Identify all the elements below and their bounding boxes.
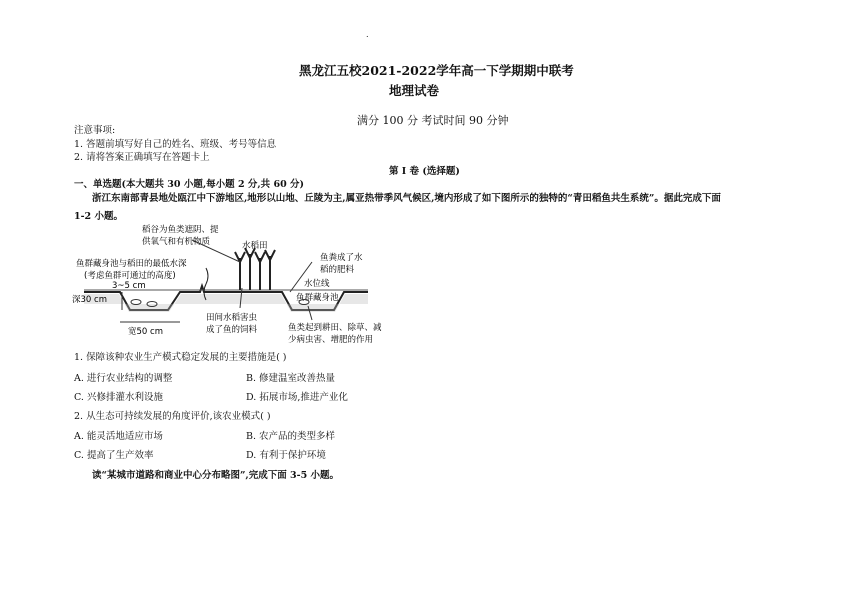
label-fish-role-1: 鱼类起到耕田、除草、减 (288, 323, 382, 333)
q1-option-c: C. 兴修排灌水利设施 (74, 392, 163, 403)
label-rice-shade-2: 供氧气和有机物质 (142, 237, 211, 247)
header-dot: . (366, 30, 369, 39)
q2-option-c: C. 提高了生产效率 (74, 450, 154, 461)
question-1-stem: 1. 保障该种农业生产模式稳定发展的主要措施是( ) (74, 352, 287, 363)
q1-option-d: D. 拓展市场,推进产业化 (246, 392, 348, 403)
rice-plants-icon (235, 248, 275, 290)
q2-option-d: D. 有利于保护环境 (246, 450, 326, 461)
section-title: 第 I 卷 (选择题) (389, 166, 460, 177)
question-2-stem: 2. 从生态可持续发展的角度评价,该农业模式( ) (74, 411, 271, 422)
exam-subtitle: 地理试卷 (389, 83, 440, 98)
q2-option-b: B. 农产品的类型多样 (246, 431, 336, 442)
notes-item-1: 1. 答题前填写好自己的姓名、班级、考号等信息 (74, 139, 277, 150)
label-depth: 深30 cm (72, 295, 107, 305)
label-rice-shade-1: 稻谷为鱼类遮阴、提 (142, 225, 219, 235)
next-intro: 读“某城市道路和商业中心分布略图”,完成下面 3-5 小题。 (92, 470, 340, 481)
q2-option-a: A. 能灵活地适应市场 (74, 431, 163, 442)
q1-option-b: B. 修建温室改善热量 (246, 373, 336, 384)
label-width: 宽50 cm (128, 327, 163, 337)
label-fish-fertilizer-1: 鱼粪成了水 (320, 253, 363, 263)
label-pests-2: 成了鱼的饲料 (206, 325, 258, 335)
label-fish-fertilizer-2: 稻的肥料 (320, 265, 355, 275)
q1-option-a: A. 进行农业结构的调整 (74, 373, 173, 384)
label-depth-range: 3~5 cm (112, 281, 146, 291)
notes-item-2: 2. 请将答案正确填写在答题卡上 (74, 152, 210, 163)
label-min-depth-1: 鱼群藏身池与稻田的最低水深 (76, 259, 187, 269)
exam-title: 黑龙江五校2021-2022学年高一下学期期中联考 (299, 63, 574, 78)
part-heading: 一、单选题(本大题共 30 小题,每小题 2 分,共 60 分) (74, 179, 304, 190)
label-pests-1: 田间水稻害虫 (206, 313, 258, 323)
label-min-depth-2: (考虑鱼群可通过的高度) (84, 271, 176, 281)
exam-info: 满分 100 分 考试时间 90 分钟 (357, 114, 509, 127)
label-fish-pool: 鱼群藏身池 (296, 293, 339, 303)
intro-line-2: 1-2 小题。 (74, 211, 123, 222)
notes-heading: 注意事项: (74, 125, 116, 136)
label-paddy: 水稻田 (242, 241, 268, 251)
intro-line-1: 浙江东南部青县地处瓯江中下游地区,地形以山地、丘陵为主,属亚热带季风气候区,境内形成了如下图所示的独特的“青田稻鱼共生系统”。据此完成下面 (92, 193, 721, 204)
label-water-line: 水位线 (304, 279, 330, 289)
rice-fish-diagram (72, 222, 402, 350)
label-fish-role-2: 少病虫害、增肥的作用 (288, 335, 374, 345)
